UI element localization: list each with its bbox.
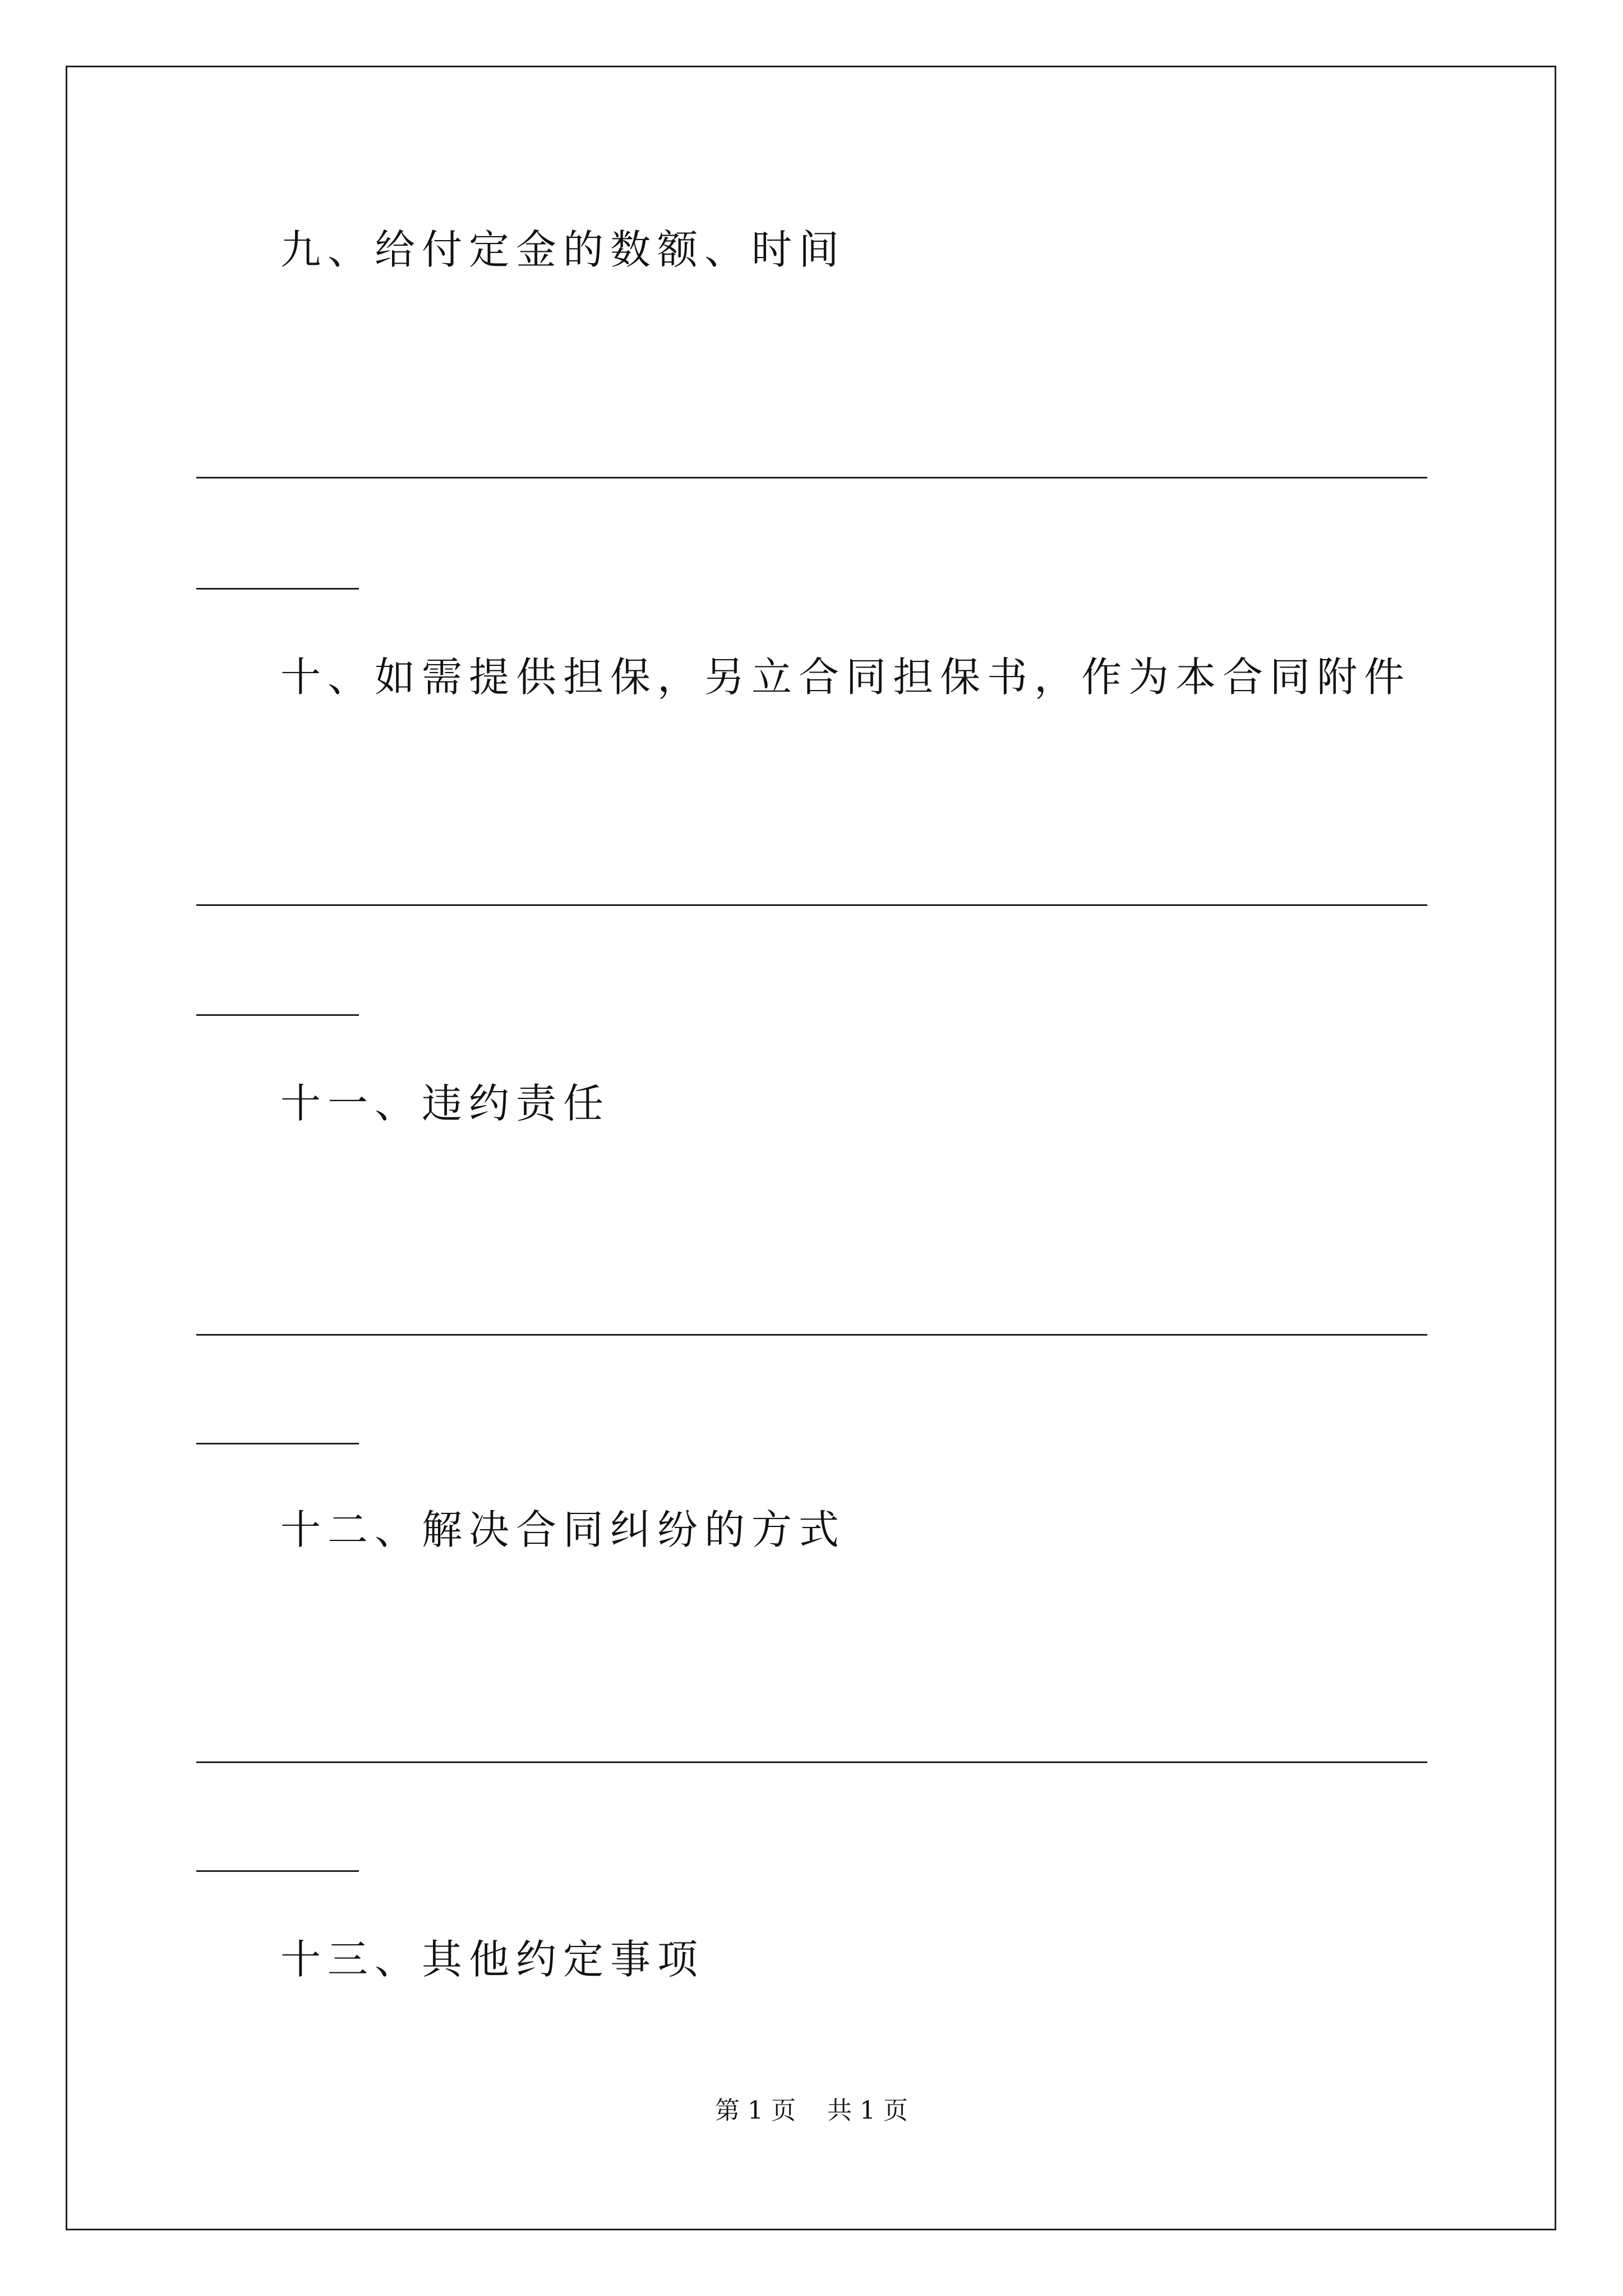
section-heading-13: 十三、其他约定事项 [280,1936,705,1983]
blank-line-short [196,588,359,590]
blank-line-short [196,1870,359,1872]
page-number-footer: 第 1 页 共 1 页 [715,2096,908,2125]
blank-line-short [196,1443,359,1444]
blank-line-short [196,1014,359,1016]
blank-line-long [196,1761,1427,1763]
section-heading-9: 九、给付定金的数额、时间 [280,226,846,273]
blank-line-long [196,904,1427,906]
blank-line-long [196,1334,1427,1336]
blank-line-long [196,477,1427,478]
page-frame [66,66,1556,2230]
section-heading-12: 十二、解决合同纠纷的方式 [280,1506,846,1553]
section-heading-11: 十一、违约责任 [280,1080,611,1127]
section-heading-10: 十、如需提供担保，另立合同担保书，作为本合同附件 [280,654,1412,701]
